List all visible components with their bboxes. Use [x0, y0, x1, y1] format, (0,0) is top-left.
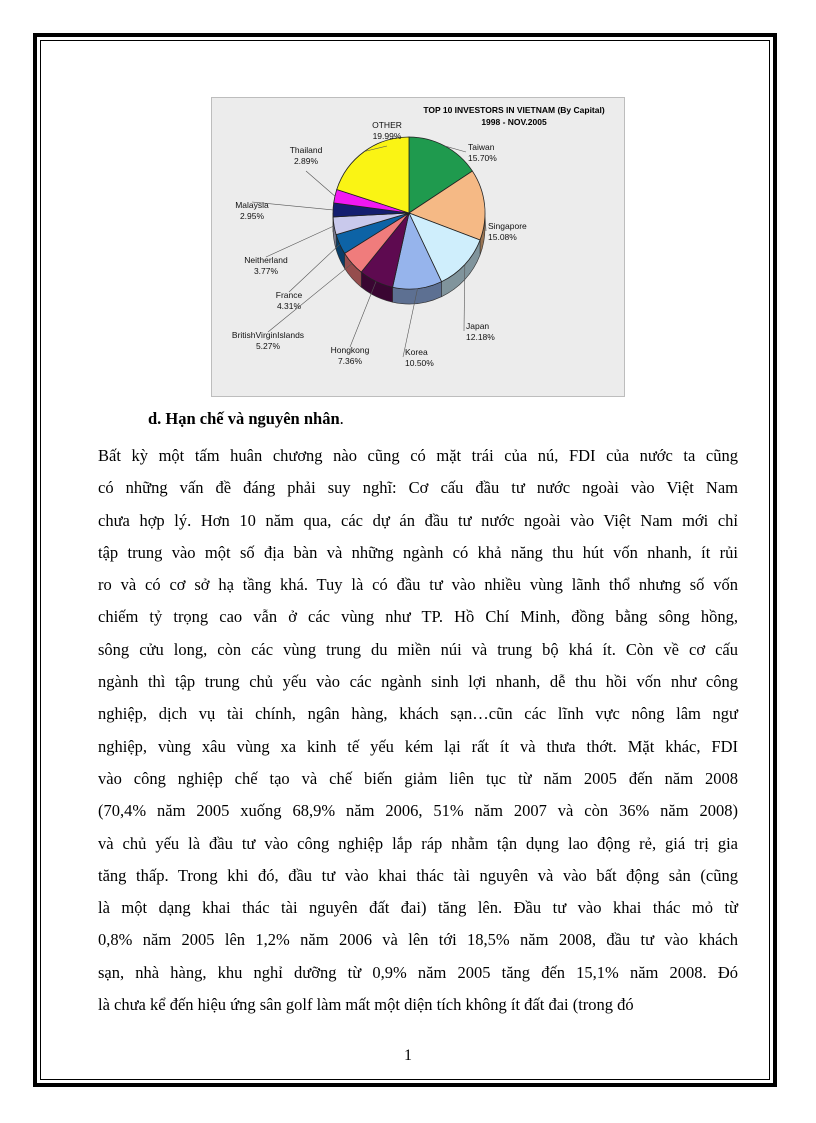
pie-leader-line — [350, 281, 376, 347]
section-heading-text: d. Hạn chế và nguyên nhân — [148, 409, 340, 428]
body-line: và chủ yếu là đầu tư vào công nghiệp lắp ráp nhằm tận dụng lao động rẻ, giá trị gia — [98, 833, 738, 853]
pie-label-name: BritishVirginIslands — [231, 330, 305, 340]
body-line: nghiệp, dịch vụ tài chính, ngân hàng, khách sạn…cũn các lĩnh vực nông lâm ngư — [98, 704, 738, 724]
pie-label-percent: 15.08% — [488, 232, 517, 242]
section-heading-dot: . — [339, 409, 344, 428]
body-line: tăng thấp. Trong khi đó, đầu tư vào khai thác tài nguyên và vào bất động sản (cũng — [98, 865, 738, 885]
body-line: nghiệp, vùng xâu vùng xa kinh tế yếu kém lại rất ít và thưa thớt. Mặt khác, FDI — [98, 736, 738, 756]
pie-leader-line — [306, 171, 335, 196]
pie-chart — [212, 98, 624, 396]
pie-label-percent: 5.27% — [255, 341, 281, 351]
body-line: ro và có cơ sở hạ tầng khá. Tuy là có đầu tư vào nhiều vùng lãnh thổ nhưng số vốn — [98, 575, 738, 595]
body-line: 0,8% năm 2005 lên 1,2% năm 2006 và lên tới 18,5% năm 2008, đầu tư vào khách — [98, 930, 738, 950]
body-line: là một dạng khai thác tài nguyên đất đai) tăng lên. Đầu tư vào khai thác mỏ từ — [98, 898, 738, 918]
chart-subtitle: 1998 - NOV.2005 — [481, 117, 547, 127]
pie-label-percent: 2.89% — [293, 156, 319, 166]
body-line: Bất kỳ một tấm huân chương nào cũng có mặt trái của nú, FDI của nước ta cũng — [98, 446, 738, 465]
pie-label-percent: 15.70% — [468, 153, 497, 163]
body-line: là chưa kể đến hiệu ứng sân golf làm mất một diện tích không ít đất đai (trong đó — [98, 995, 634, 1015]
pie-label-percent: 4.31% — [276, 301, 302, 311]
pie-label-name: Korea — [405, 347, 428, 357]
pie-slices-layer — [333, 137, 485, 289]
chart-title: TOP 10 INVESTORS IN VIETNAM (By Capital) — [423, 105, 605, 115]
body-line: chưa hợp lý. Hơn 10 năm qua, các dự án đầu tư nước ngoài vào Việt Nam mới chỉ — [98, 510, 738, 530]
body-line: sông cửu long, còn các vùng trung du miền núi và trung bộ khá ít. Còn về cơ cấu — [98, 639, 738, 659]
body-line: vào công nghiệp chế tạo và chế biến giảm liên tục từ năm 2005 đến năm 2008 — [98, 768, 738, 788]
body-line: tập trung vào một số địa bàn và những ngành có khả năng thu hút vốn nhanh, ít rủi — [98, 542, 738, 562]
pie-label-percent: 12.18% — [466, 332, 495, 342]
body-line: sạn, nhà hàng, khu nghỉ dưỡng từ 0,9% năm 2005 tăng đến 15,1% năm 2008. Đó — [98, 962, 738, 982]
body-line: có những vấn đề đáng phải suy nghĩ: Cơ cấu đầu tư nước ngoài vào Việt Nam — [98, 478, 738, 498]
pie-label-percent: 19.99% — [372, 131, 402, 141]
pie-leader-line — [289, 244, 340, 292]
pie-label-percent: 10.50% — [405, 358, 434, 368]
body-line: ngành thì tập trung chủ yếu vào các ngành sinh lợi nhanh, dễ thu hồi vốn như công — [98, 672, 738, 692]
pie-label-name: Taiwan — [468, 142, 495, 152]
pie-label-name: Neitherland — [244, 255, 288, 265]
pie-label-name: Thailand — [289, 145, 323, 155]
page-number: 1 — [404, 1047, 412, 1064]
pie-label-name: Japan — [466, 321, 490, 331]
section-heading — [148, 409, 344, 429]
body-line: (70,4% năm 2005 xuống 68,9% năm 2006, 51% năm 2007 và còn 36% năm 2008) — [98, 801, 738, 821]
pie-label-name: Malaysia — [235, 200, 269, 210]
pie-leader-line — [266, 226, 334, 257]
pie-label-name: Singapore — [488, 221, 527, 231]
pie-label-name: OTHER — [372, 120, 402, 130]
pie-label-percent: 3.77% — [253, 266, 279, 276]
pie-chart-figure — [211, 97, 625, 397]
pie-label-percent: 2.95% — [239, 211, 265, 221]
pie-label-percent: 7.36% — [337, 356, 363, 366]
body-paragraph — [98, 440, 738, 1021]
pie-label-name: Hongkong — [330, 345, 370, 355]
pie-label-name: France — [275, 290, 303, 300]
body-line: chiếm tỷ trọng cao vẫn ở các vùng như TP. Hồ Chí Minh, đồng bằng sông hồng, — [98, 607, 738, 627]
